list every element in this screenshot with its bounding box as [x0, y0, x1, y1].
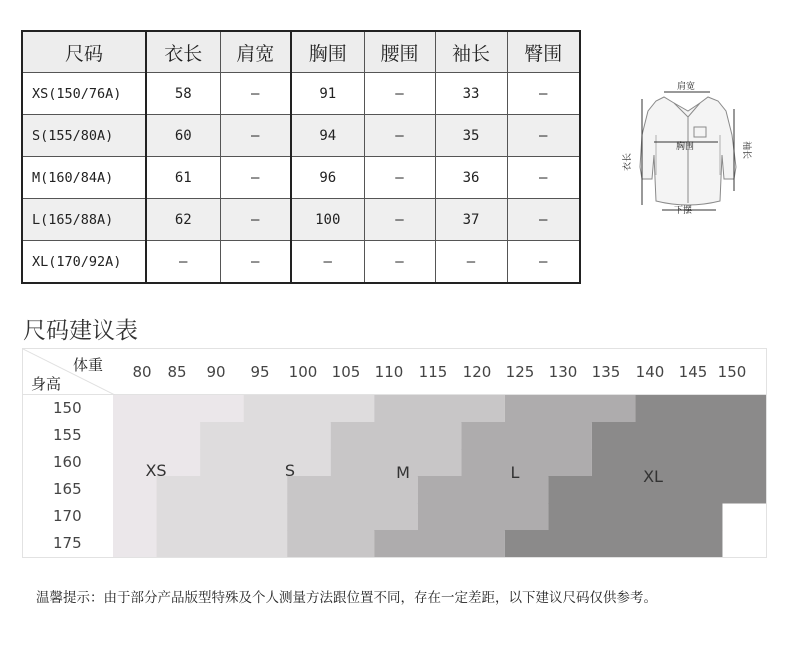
length-cell: –	[146, 241, 220, 284]
size-zone-xl	[592, 449, 766, 477]
size-zone-m	[331, 422, 462, 450]
header-sleeve: 袖长	[435, 31, 507, 73]
weight-tick-label: 85	[167, 363, 187, 381]
size-zone-xs	[113, 395, 244, 423]
size-zones	[23, 349, 766, 557]
shoulder-cell: –	[220, 73, 291, 115]
size-zone-s	[157, 503, 288, 531]
table-row	[22, 241, 580, 284]
table-row	[22, 73, 580, 115]
size-zone-label: XS	[145, 461, 167, 480]
size-zone-xs	[113, 503, 157, 531]
shoulder-label: 肩宽	[677, 82, 696, 92]
weight-tick-label: 140	[635, 363, 665, 381]
size-table-header-row	[22, 31, 580, 73]
size-cell: XS(150/76A)	[22, 73, 146, 115]
sleeve-cell: 33	[435, 73, 507, 115]
size-cell: L(165/88A)	[22, 199, 146, 241]
size-zone-s	[200, 422, 331, 450]
weight-tick-label: 130	[548, 363, 578, 381]
sleeve-label: 袖长	[741, 141, 751, 160]
weight-tick-label: 80	[132, 363, 152, 381]
weight-tick-label: 105	[331, 363, 361, 381]
size-zone-s	[157, 476, 288, 504]
size-zone-l	[505, 395, 636, 423]
waist-cell: –	[364, 157, 435, 199]
sleeve-cell: 36	[435, 157, 507, 199]
size-zone-xl	[548, 503, 722, 531]
size-zone-l	[374, 530, 505, 557]
waist-cell: –	[364, 73, 435, 115]
header-length: 衣长	[146, 31, 220, 73]
waist-cell: –	[364, 115, 435, 157]
chest-label: 胸围	[676, 142, 695, 152]
weight-tick-label: 110	[374, 363, 404, 381]
length-cell: 60	[146, 115, 220, 157]
size-zone-m	[287, 503, 418, 531]
garment-diagram	[612, 75, 762, 225]
hip-cell: –	[507, 241, 580, 284]
weight-tick-label: 125	[505, 363, 535, 381]
hip-cell: –	[507, 73, 580, 115]
weight-tick-label: 90	[206, 363, 226, 381]
chest-cell: 94	[291, 115, 364, 157]
shoulder-cell: –	[220, 115, 291, 157]
hip-cell: –	[507, 199, 580, 241]
size-zone-xl	[592, 422, 766, 450]
size-zone-xl	[505, 530, 723, 557]
size-zone-m	[287, 530, 374, 557]
length-cell: 61	[146, 157, 220, 199]
chest-cell: –	[291, 241, 364, 284]
shoulder-cell: –	[220, 157, 291, 199]
chest-cell: 91	[291, 73, 364, 115]
sleeve-cell: –	[435, 241, 507, 284]
recommendation-title: 尺码建议表	[23, 318, 138, 344]
size-zone-l	[418, 476, 549, 504]
table-row	[22, 157, 580, 199]
height-axis-title: 身高	[31, 375, 62, 393]
sleeve-cell: 37	[435, 199, 507, 241]
size-zone-l	[461, 449, 592, 477]
size-zone-s	[244, 395, 375, 423]
size-zone-label: S	[284, 461, 296, 480]
size-zone-s	[200, 449, 331, 477]
waist-cell: –	[364, 199, 435, 241]
size-cell: M(160/84A)	[22, 157, 146, 199]
weight-axis-title: 体重	[73, 356, 104, 374]
table-row	[22, 115, 580, 157]
size-cell: XL(170/92A)	[22, 241, 146, 284]
height-tick-label: 175	[53, 534, 82, 552]
size-zone-label: M	[396, 463, 410, 482]
size-zone-l	[461, 422, 592, 450]
size-zone-s	[157, 530, 288, 557]
size-zone-xs	[113, 422, 200, 450]
size-table	[21, 30, 581, 284]
chest-cell: 100	[291, 199, 364, 241]
height-tick-label: 165	[53, 480, 82, 498]
size-cell: S(155/80A)	[22, 115, 146, 157]
size-zone-xs	[113, 476, 157, 504]
waist-cell: –	[364, 241, 435, 284]
hem-label: 下摆	[674, 206, 693, 216]
height-tick-label: 170	[53, 507, 82, 525]
size-zone-m	[374, 395, 505, 423]
weight-tick-label: 145	[678, 363, 708, 381]
size-zone-xs	[113, 530, 157, 557]
size-zone-label: L	[510, 463, 520, 482]
shoulder-cell: –	[220, 241, 291, 284]
shoulder-cell: –	[220, 199, 291, 241]
height-tick-label: 160	[53, 453, 82, 471]
hip-cell: –	[507, 115, 580, 157]
header-shoulder: 肩宽	[220, 31, 291, 73]
length-cell: 62	[146, 199, 220, 241]
header-chest: 胸围	[291, 31, 364, 73]
weight-tick-label: 95	[250, 363, 270, 381]
hip-cell: –	[507, 157, 580, 199]
height-tick-label: 150	[53, 399, 82, 417]
chest-cell: 96	[291, 157, 364, 199]
weight-tick-label: 115	[418, 363, 448, 381]
length-cell: 58	[146, 73, 220, 115]
weight-tick-label: 135	[591, 363, 621, 381]
sleeve-cell: 35	[435, 115, 507, 157]
header-hip: 臀围	[507, 31, 580, 73]
weight-tick-label: 100	[288, 363, 318, 381]
header-size: 尺码	[22, 31, 146, 73]
weight-tick-label: 150	[717, 363, 747, 381]
size-zone-l	[418, 503, 549, 531]
header-waist: 腰围	[364, 31, 435, 73]
size-recommendation-chart	[22, 348, 767, 558]
weight-tick-label: 120	[462, 363, 492, 381]
disclaimer-note: 温馨提示：由于部分产品版型特殊及个人测量方法跟位置不同，存在一定差距，以下建议尺码仅供参考。	[36, 590, 657, 606]
table-row	[22, 199, 580, 241]
size-zone-xl	[635, 395, 766, 423]
height-tick-label: 155	[53, 426, 82, 444]
size-zone-label: XL	[643, 467, 663, 486]
length-label: 衣长	[623, 152, 633, 171]
